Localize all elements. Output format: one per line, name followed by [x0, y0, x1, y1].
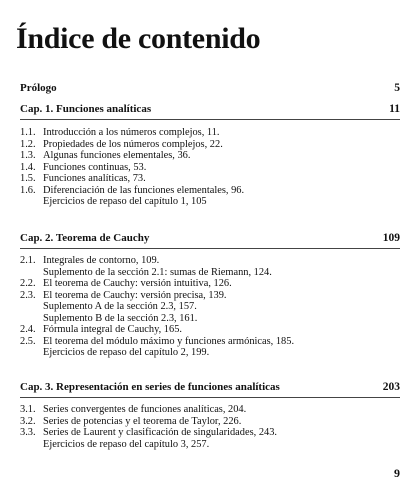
divider: [20, 397, 400, 398]
section-number: 2.1.: [20, 255, 36, 266]
section-title: Ejercicios de repaso del capítulo 3, 257.: [43, 438, 210, 450]
section-title: Algunas funciones elementales, 36.: [43, 150, 191, 161]
section-entry[interactable]: [20, 336, 400, 348]
section-entry[interactable]: [20, 416, 400, 428]
chapter-page: 11: [389, 103, 400, 115]
section-number: 3.1.: [20, 404, 36, 415]
chapter-page: 203: [382, 381, 400, 393]
section-entry[interactable]: [20, 185, 400, 197]
supplement-entry[interactable]: [20, 267, 400, 279]
section-number: 2.5.: [20, 335, 36, 347]
section-entry[interactable]: [20, 173, 400, 185]
section-number: [20, 439, 43, 451]
chapter-heading-1[interactable]: [20, 103, 400, 116]
section-entry[interactable]: [20, 162, 400, 174]
chapter-3-items: [20, 404, 400, 450]
section-title: Suplemento A de la sección 2.3, 157.: [43, 301, 197, 312]
section-title: Series convergentes de funciones analíticas, 204.: [43, 404, 247, 415]
section-entry[interactable]: [20, 139, 400, 151]
chapter-label: Cap. 2. Teorema de Cauchy: [20, 232, 150, 244]
section-title: Diferenciación de las funciones elementales, 96.: [43, 184, 245, 196]
section-title: Introducción a los números complejos, 11.: [43, 127, 220, 138]
divider: [20, 119, 400, 120]
chapter-label: Cap. 1. Funciones analíticas: [20, 103, 152, 115]
section-number: [20, 196, 43, 208]
chapter-page: 109: [382, 232, 400, 244]
chapter-heading-2[interactable]: [20, 232, 400, 245]
section-title: Series de Laurent y clasificación de singularidades, 243.: [43, 427, 277, 438]
chapter-1-items: [20, 127, 400, 208]
section-number: 1.3.: [20, 150, 36, 161]
section-number: 1.5.: [20, 173, 36, 184]
section-entry[interactable]: [20, 290, 400, 302]
section-title: Ejercicios de repaso del capítulo 1, 105: [43, 196, 207, 207]
section-entry[interactable]: [20, 324, 400, 336]
section-number: 1.1.: [20, 127, 36, 138]
section-number: 1.6.: [20, 184, 36, 196]
exercises-entry[interactable]: [20, 439, 400, 451]
section-number: 2.4.: [20, 324, 36, 335]
section-entry[interactable]: [20, 427, 400, 439]
entry-label: Prólogo: [20, 82, 57, 94]
section-title: Fórmula integral de Cauchy, 165.: [43, 324, 182, 335]
chapter-label: Cap. 3. Representación en series de funciones analíticas: [20, 381, 280, 393]
section-number: 1.4.: [20, 161, 36, 173]
section-title: Funciones analíticas, 73.: [43, 173, 146, 184]
exercises-entry[interactable]: [20, 196, 400, 208]
section-title: Suplemento B de la sección 2.3, 161.: [43, 312, 198, 324]
supplement-entry[interactable]: [20, 301, 400, 313]
section-number: [20, 347, 43, 359]
section-entry[interactable]: [20, 127, 400, 139]
section-number: 3.2.: [20, 415, 36, 427]
section-title: El teorema de Cauchy: versión precisa, 139.: [43, 289, 227, 301]
entry-page: 5: [394, 82, 400, 94]
section-title: Ejercicios de repaso del capítulo 2, 199.: [43, 347, 210, 358]
exercises-entry[interactable]: [20, 347, 400, 359]
section-entry[interactable]: [20, 278, 400, 290]
page-title: Índice de contenido: [16, 22, 261, 55]
section-title: El teorema del módulo máximo y funciones armónicas, 185.: [43, 335, 295, 347]
chapter-heading-3[interactable]: [20, 381, 400, 394]
page-number: 9: [394, 466, 400, 480]
chapter-2-items: [20, 255, 400, 359]
section-number: [20, 301, 43, 313]
section-number: 2.2.: [20, 278, 36, 289]
section-number: 3.3.: [20, 427, 36, 438]
section-entry[interactable]: [20, 404, 400, 416]
section-title: Propiedades de los números complejos, 22.: [43, 138, 223, 150]
section-number: [20, 313, 43, 325]
section-number: 1.2.: [20, 138, 36, 150]
section-title: Integrales de contorno, 109.: [43, 255, 160, 266]
supplement-entry[interactable]: [20, 313, 400, 325]
section-title: El teorema de Cauchy: versión intuitiva, 126.: [43, 278, 232, 289]
section-title: Suplemento de la sección 2.1: sumas de Riemann, 124.: [43, 266, 272, 278]
section-title: Funciones continuas, 53.: [43, 161, 147, 173]
toc-entry-prologue[interactable]: [20, 82, 400, 95]
section-entry[interactable]: [20, 255, 400, 267]
divider: [20, 248, 400, 249]
section-number: [20, 267, 43, 279]
section-title: Series de potencias y el teorema de Taylor, 226.: [43, 415, 242, 427]
section-number: 2.3.: [20, 289, 36, 301]
section-entry[interactable]: [20, 150, 400, 162]
